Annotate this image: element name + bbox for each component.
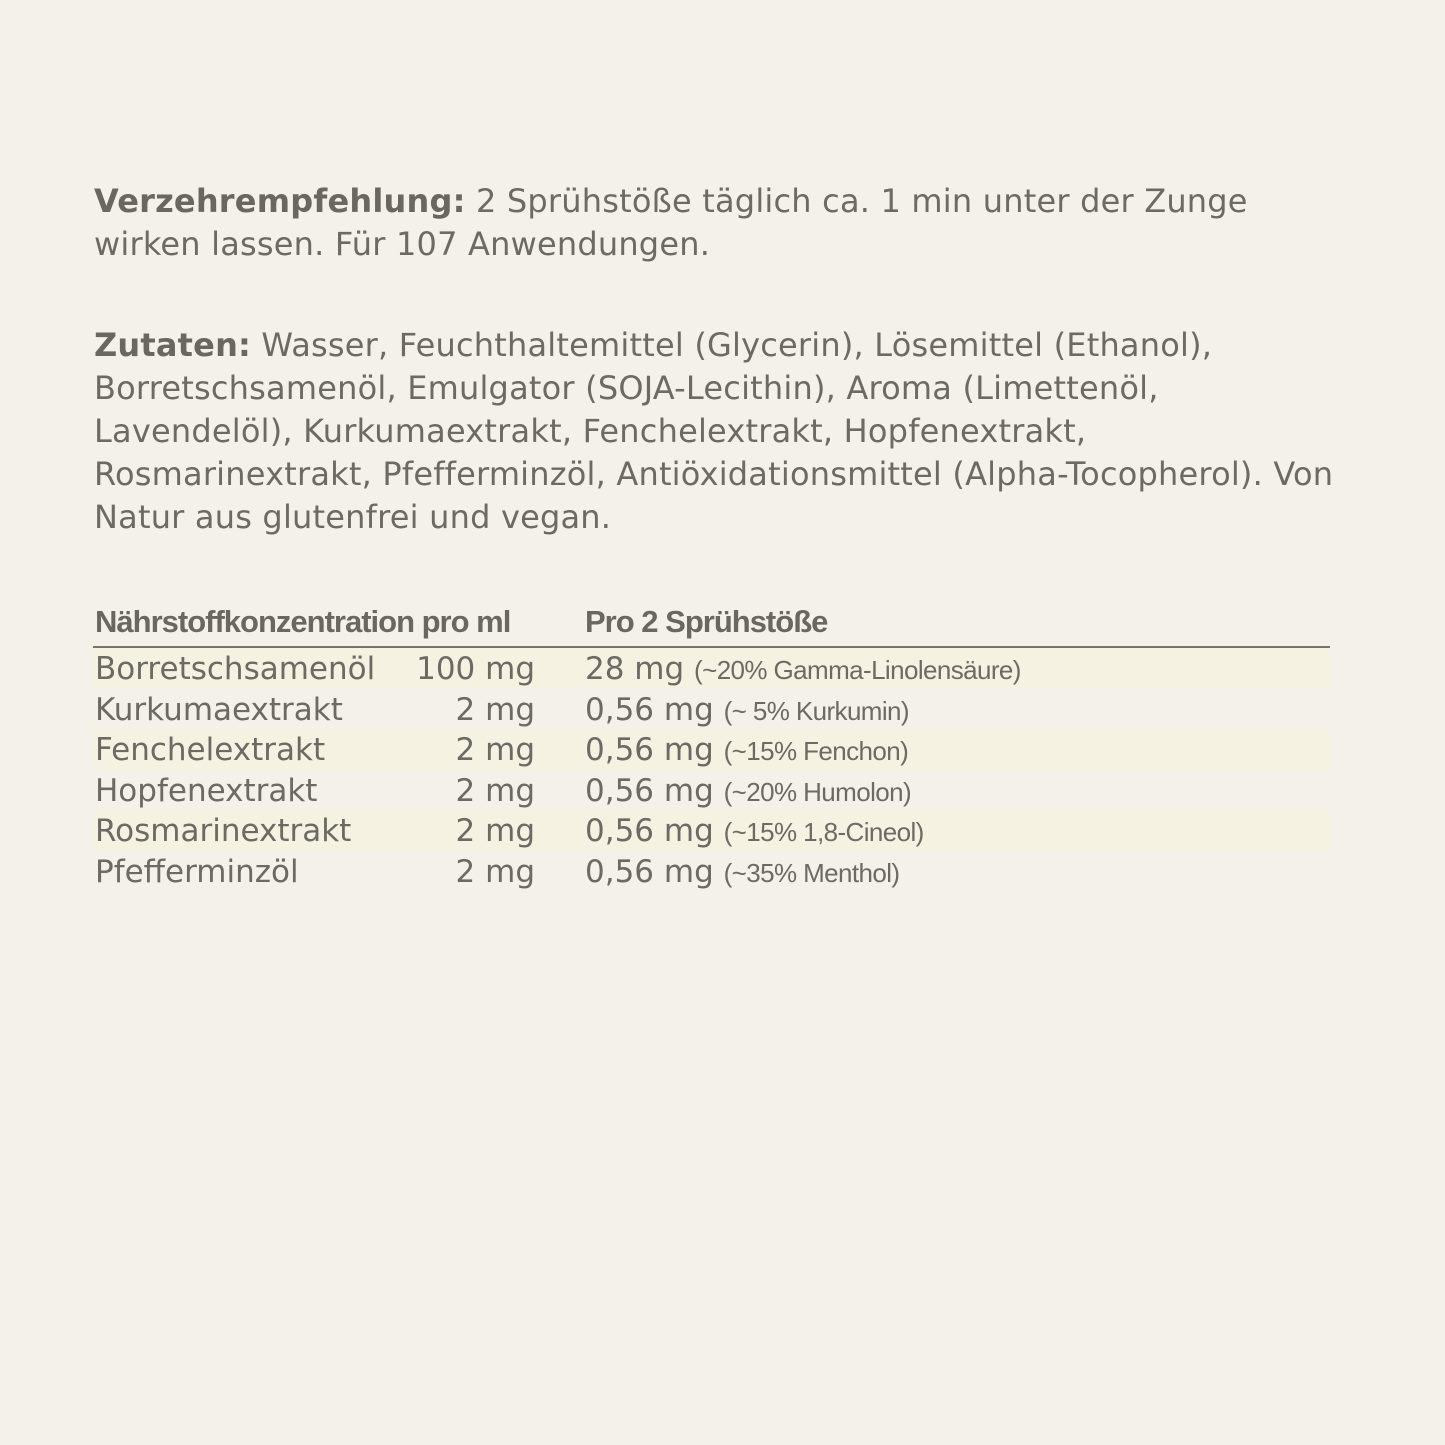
ingredients-list bbox=[94, 324, 1354, 539]
per-dose-note: (~15% Fenchon) bbox=[723, 736, 909, 766]
nutrient-per-dose bbox=[585, 690, 909, 731]
nutrient-name: Hopfenextrakt bbox=[95, 772, 318, 809]
per-dose-value: 0,56 mg bbox=[585, 772, 714, 809]
nutrient-name: Rosmarinextrakt bbox=[95, 813, 352, 849]
table-row bbox=[93, 729, 1330, 770]
nutrient-name: Borretschsamenöl bbox=[95, 651, 376, 687]
per-dose-value: 0,56 mg bbox=[585, 813, 714, 849]
table-row bbox=[93, 770, 1330, 811]
per-dose-value: 0,56 mg bbox=[585, 691, 714, 728]
header-per-dose: Pro 2 Sprühstöße bbox=[585, 604, 828, 639]
nutrient-amount: 2 mg bbox=[455, 691, 535, 728]
usage-text: 2 Sprühstöße täglich ca. 1 min unter der Zunge wirken lassen. Für 107 Anwendungen. bbox=[94, 182, 1248, 263]
usage-recommendation bbox=[94, 180, 1354, 266]
ingredients-label: Zutaten: bbox=[94, 326, 252, 364]
nutrient-amount: 100 mg bbox=[416, 651, 535, 687]
table-row bbox=[93, 851, 1330, 892]
nutrient-table bbox=[93, 596, 1330, 891]
per-dose-note: (~20% Humolon) bbox=[723, 776, 912, 807]
ingredients-text: Wasser, Feuchthaltemittel (Glycerin), Lösemittel (Ethanol), Borretschsamenöl, Emulgator (SOJA-Lecithin), Aroma (Limettenöl, Lavendelöl), Kurkumaextrakt, Fenchelextrakt, Hopfenextrakt, Rosmarinextrakt, Pfefferminzöl, Antiöxidationsmittel (Alpha-Tocopherol). Von Natur aus glutenfrei und vegan. bbox=[94, 326, 1334, 536]
nutrient-per-dose bbox=[585, 771, 911, 812]
per-dose-note: (~ 5% Kurkumin) bbox=[723, 695, 909, 726]
nutrient-name: Kurkumaextrakt bbox=[95, 691, 343, 728]
nutrient-table-header bbox=[93, 596, 1330, 648]
nutrient-name: Pfefferminzöl bbox=[95, 853, 299, 890]
nutrient-per-dose bbox=[585, 852, 900, 893]
per-dose-value: 0,56 mg bbox=[585, 732, 714, 768]
per-dose-value: 0,56 mg bbox=[585, 853, 714, 890]
table-row bbox=[93, 648, 1330, 689]
per-dose-note: (~35% Menthol) bbox=[723, 857, 900, 888]
nutrient-per-dose bbox=[585, 811, 924, 852]
per-dose-value: 28 mg bbox=[585, 651, 685, 687]
nutrient-amount: 2 mg bbox=[455, 772, 535, 809]
usage-label: Verzehrempfehlung: bbox=[94, 182, 466, 220]
nutrient-per-dose bbox=[585, 730, 908, 771]
nutrient-amount: 2 mg bbox=[455, 813, 535, 849]
table-row bbox=[93, 689, 1330, 730]
header-concentration: Nährstoffkonzentration pro ml bbox=[95, 604, 511, 639]
nutrient-per-dose bbox=[585, 649, 1021, 690]
nutrient-name: Fenchelextrakt bbox=[95, 732, 326, 768]
per-dose-note: (~15% 1,8-Cineol) bbox=[723, 817, 924, 847]
table-row bbox=[93, 810, 1330, 851]
nutrient-amount: 2 mg bbox=[455, 853, 535, 890]
per-dose-note: (~20% Gamma-Linolensäure) bbox=[694, 655, 1021, 685]
nutrient-amount: 2 mg bbox=[455, 732, 535, 768]
